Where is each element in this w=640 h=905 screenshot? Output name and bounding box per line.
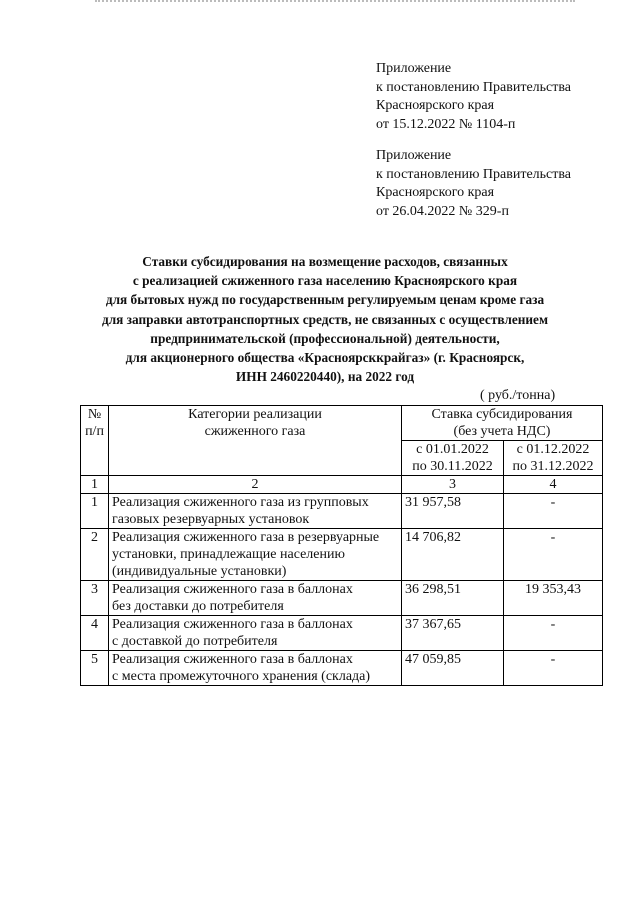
- title-line: для заправки автотранспортных средств, не связанных с осуществлением: [101, 311, 549, 327]
- category-text: Реализация сжиженного газа в резервуарные: [112, 530, 380, 545]
- category-text: Реализация сжиженного газа из групповых: [112, 495, 369, 510]
- table-row: [81, 494, 603, 529]
- header-text: (без учета НДС): [453, 424, 551, 439]
- table-header-row: [81, 406, 603, 441]
- appendix-label: Приложение: [376, 148, 452, 163]
- rate-period-1: 14 706,82: [402, 529, 504, 581]
- category-text: Реализация сжиженного газа в баллонах: [112, 652, 353, 667]
- rate-period-1: 47 059,85: [402, 651, 504, 686]
- rate-period-2: -: [504, 651, 603, 686]
- appendix-date-number: от 26.04.2022 № 329-п: [376, 203, 509, 219]
- rate-period-1: 37 367,65: [402, 616, 504, 651]
- category-text: Реализация сжиженного газа в баллонах: [112, 582, 353, 597]
- row-category: [109, 581, 402, 616]
- title-line: предпринимательской (профессиональной) деятельности,: [150, 330, 500, 346]
- column-number: 4: [504, 476, 603, 494]
- row-number: 1: [81, 494, 109, 529]
- title-line: ИНН 2460220440), на 2022 год: [235, 369, 415, 385]
- appendix-region: Красноярского края: [376, 98, 495, 113]
- category-text: (индивидуальные установки): [112, 564, 287, 579]
- header-text: по 30.11.2022: [412, 459, 493, 474]
- header-rate: [402, 406, 603, 441]
- header-text: №: [87, 407, 102, 422]
- header-text: с 01.12.2022: [516, 442, 590, 457]
- rate-period-1: 31 957,58: [402, 494, 504, 529]
- document-title: [60, 252, 590, 386]
- title-line: для акционерного общества «Красноярсккрайгаз» (г. Красноярск,: [125, 350, 525, 366]
- category-text: с места промежуточного хранения (склада): [112, 669, 371, 684]
- row-category: [109, 616, 402, 651]
- header-text: по 31.12.2022: [512, 459, 594, 474]
- header-text: п/п: [85, 424, 104, 439]
- table-row: [81, 529, 603, 581]
- column-number: 1: [81, 476, 109, 494]
- row-number: 2: [81, 529, 109, 581]
- subsidy-rates-table: [80, 405, 603, 686]
- table-row: [81, 616, 603, 651]
- appendix-region: Красноярского края: [376, 185, 495, 200]
- scan-top-edge: [95, 0, 575, 5]
- row-number: 5: [81, 651, 109, 686]
- title-line: с реализацией сжиженного газа населению Красноярского края: [132, 273, 518, 289]
- row-number: 4: [81, 616, 109, 651]
- column-number: 3: [402, 476, 504, 494]
- appendix-block-current: [376, 60, 616, 134]
- rate-period-2: -: [504, 616, 603, 651]
- units-label: ( руб./тонна): [480, 388, 556, 403]
- header-text: с 01.01.2022: [416, 442, 489, 457]
- title-line: Ставки субсидирования на возмещение расходов, связанных: [142, 254, 508, 269]
- column-number: 2: [109, 476, 402, 494]
- header-text: Ставка субсидирования: [431, 407, 573, 422]
- row-category: [109, 651, 402, 686]
- rate-period-1: 36 298,51: [402, 581, 504, 616]
- title-line: для бытовых нужд по государственным регулируемым ценам кроме газа: [105, 292, 545, 308]
- category-text: газовых резервуарных установок: [112, 512, 310, 527]
- category-text: установки, принадлежащие населению: [112, 547, 345, 562]
- appendix-reference: к постановлению Правительства: [376, 166, 572, 182]
- header-text: сжиженного газа: [204, 424, 306, 439]
- table-row: [81, 581, 603, 616]
- row-number: 3: [81, 581, 109, 616]
- row-category: [109, 529, 402, 581]
- appendix-reference: к постановлению Правительства: [376, 79, 572, 95]
- row-category: [109, 494, 402, 529]
- category-text: с доставкой до потребителя: [112, 634, 278, 649]
- category-text: Реализация сжиженного газа в баллонах: [112, 617, 353, 632]
- rate-period-2: -: [504, 494, 603, 529]
- rate-period-2: 19 353,43: [504, 581, 603, 616]
- rate-period-2: -: [504, 529, 603, 581]
- header-text: Категории реализации: [188, 407, 322, 422]
- column-number-row: [81, 476, 603, 494]
- header-category: [109, 406, 402, 476]
- header-number: [81, 406, 109, 476]
- header-period-2: [504, 441, 603, 476]
- appendix-block-original: [376, 147, 616, 221]
- appendix-date-number: от 15.12.2022 № 1104-п: [376, 116, 516, 132]
- table-row: [81, 651, 603, 686]
- header-period-1: [402, 441, 504, 476]
- appendix-label: Приложение: [376, 61, 452, 76]
- category-text: без доставки до потребителя: [112, 599, 284, 614]
